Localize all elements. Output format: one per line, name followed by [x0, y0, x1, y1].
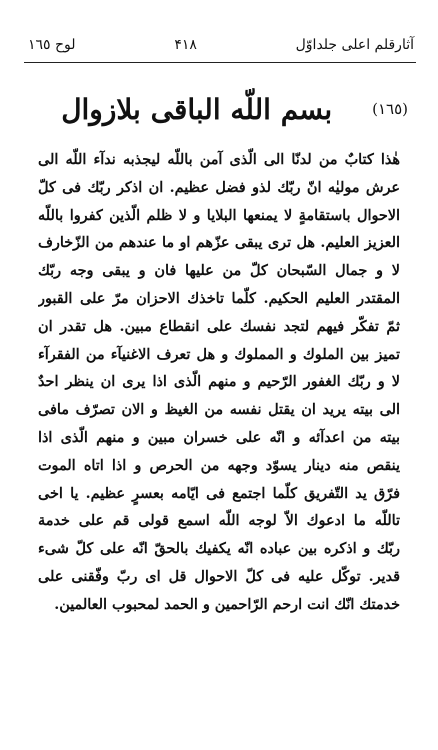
text-line: بيته من اعدآئه و انّه على خسران مبين و منهم الّذى اذا [38, 428, 400, 446]
book-title: آثارقلم اعلى جلداوّل [295, 37, 414, 53]
text-line: الاحوال باستقامةٍ لا يمنعها البلايا و لا ظلم الّذين كفروا باللّه [38, 206, 400, 224]
text-line: ينقص منه دينار يسوّد وجهه من الحرص و اذا اتاه الموت [38, 456, 400, 474]
text-line: تاللّه ما ادعوك الاّ لوجه اللّه اسمع قولى قم على خدمة [38, 512, 400, 530]
tablet-number: (١٦٥) [372, 100, 408, 118]
text-line: خدمتك انّك انت ارحم الرّاحمين و الحمد لمحبوب العالمين. [54, 595, 400, 613]
page-number: ۴۱۸ [174, 37, 197, 53]
tablet-reference: لوح ١٦٥ [28, 37, 76, 53]
text-line: عرش موليٰه انّ ربّك لذو فضل عظيم. ان اذكر ربّك فى كلّ [38, 178, 400, 196]
text-line: ربّك و اذكره بين عباده انّه يكفيك بالحقّ انّه على كلّ شىء [38, 540, 400, 558]
text-line: قدير. توكّل عليه فى كلّ الاحوال قل اى ربّ وفّقنى على [38, 567, 400, 585]
text-line: تميز بين الملوك و المملوك و هل تعرف الاغنيآء من الفقرآء [38, 345, 400, 363]
text-line: فرّق يد التّفريق كلّما اجتمع فى ايّامه بعسرٍ عظيم. يا اخى [38, 484, 400, 502]
tablet-heading [28, 86, 408, 132]
running-header [28, 32, 414, 58]
text-line: لا و جمال السّبحان كلّ من عليها فان و يبقى وجه ربّك [38, 262, 400, 280]
text-line: هٰذا كتابٌ من لدنّا الى الّذى آمن باللّه ليجذبه ندآء اللّه الى [38, 151, 400, 168]
text-line: الى بيته يريد ان يقتل نفسه من الغيظ و الان تصرّف مافى [38, 401, 400, 419]
text-line: ثمّ تفكّر فيهم لتجد نفسك على انقطاع مبين. هل تقدر ان [38, 317, 400, 335]
tablet-invocation: بسم اللّه الباقى بلازوال [61, 92, 333, 126]
header-rule [24, 62, 416, 63]
tablet-text [38, 146, 400, 619]
text-line: المقتدر العليم الحكيم. كلّما تاخذك الاحزان مرّ على القبور [38, 289, 400, 307]
text-line: العزيز العليم. هل ترى يبقى عزّهم او ما عندهم من الزّخارف [38, 234, 400, 252]
text-line: لا و ربّك الغفور الرّحيم و منهم الّذى اذا يرى ان ينظر احدٌ [38, 373, 400, 391]
